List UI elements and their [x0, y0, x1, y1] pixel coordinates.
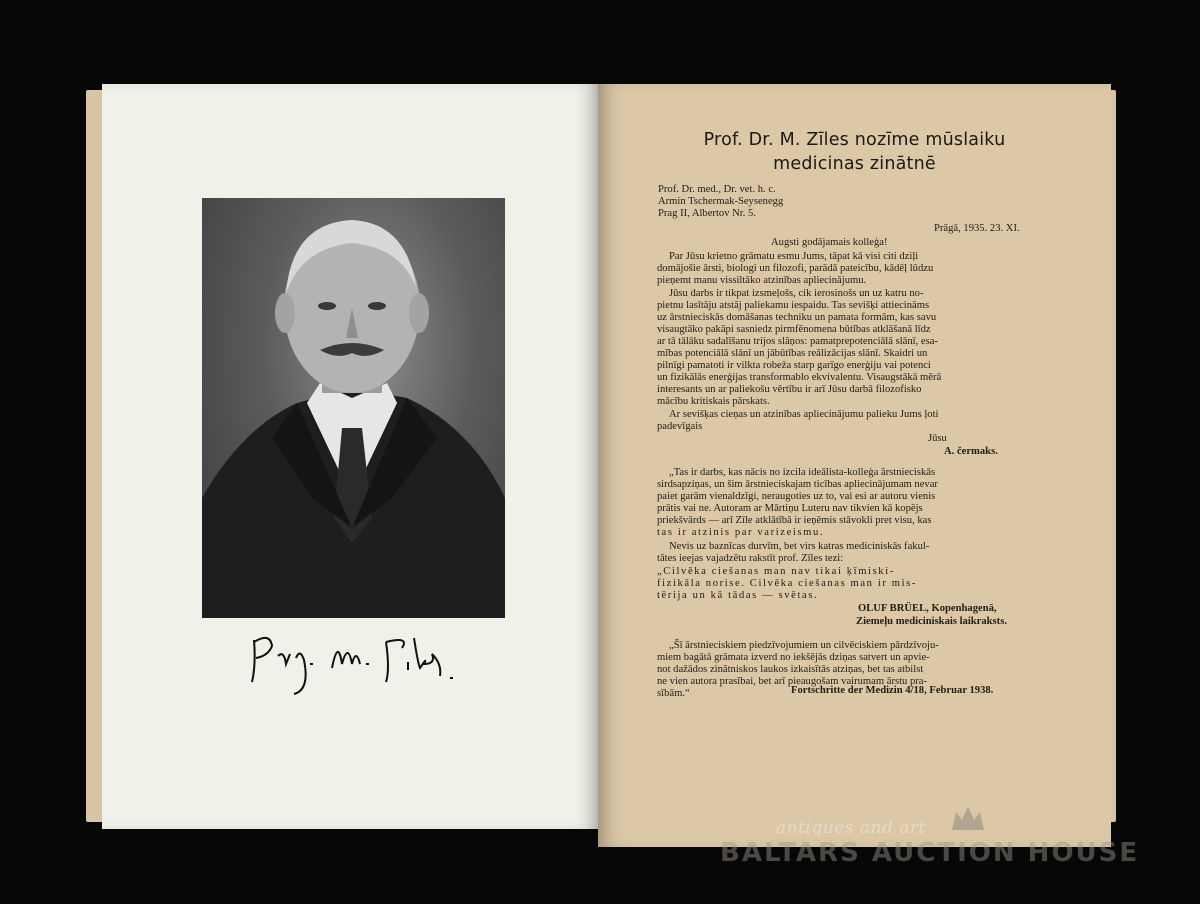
watermark-brand: BALTARS AUCTION HOUSE [720, 838, 1140, 868]
body-line: Ar sevišķas cieņas un atzinības apliecinājumu palieku Jums ļoti [669, 409, 939, 420]
quote-line: paiet garām vienaldzīgi, neraugoties uz to, vai esi ar autoru vienis [657, 491, 936, 502]
letter-signature: A. čermaks. [944, 446, 998, 457]
closing: Jūsu [928, 433, 947, 444]
body-line: domājošie ārsti, biologi un filozofi, parādā pateicību, kādēļ lūdzu [657, 263, 934, 274]
right-page [598, 84, 1111, 847]
body-line: mības potenciālā slānī un jābūtības reālizācijas slānī. Skaidri un [657, 348, 928, 359]
body-line: uz ārstnieciskās domāšanas techniku un pamata formām, kas savu [657, 312, 937, 323]
quote-line: ne vien autora prasībai, bet arī pieaugošam vairumam ārstu pra- [657, 676, 928, 687]
body-line: padevīgais [657, 421, 703, 432]
quote-line: „Tas ir darbs, kas nācis no izcila ideālista-kolleģa ārstnieciskās [669, 467, 936, 478]
quote-line: sirdsapziņas, un šim ārstnieciskajam ticības apliecinājumam nevar [657, 479, 938, 490]
thesis-line: tērija un kā tādas — svētas. [657, 590, 819, 601]
body-line: pieņemt manu vissiltāko atzinības apliecinājumu. [657, 275, 867, 286]
quote-line: tas ir atzinis par varizeismu. [657, 527, 825, 538]
body-line: un fizikālās enerģijas transformablo ekvivalentu. Visaugstākā mērā [657, 372, 942, 383]
quote-line: „Šī ārstnieciskiem piedzīvojumiem un cilvēciskiem pārdzīvoju- [669, 640, 939, 651]
quote-source: Ziemeļu mediciniskais laikraksts. [856, 616, 1007, 627]
body-line: Jūsu darbs ir tikpat izsmeļošs, cik ierosinošs un uz katru no- [669, 288, 924, 299]
handwritten-signature [240, 620, 460, 700]
quote-author: OLUF BRÜEL, Kopenhagenā, [858, 603, 997, 614]
body-line: mācību kritiskais pārskats. [657, 396, 770, 407]
portrait-photo [202, 198, 505, 618]
body-line: pilnīgi pamatoti ir vilkta robeža starp garīgo enerģiju vai potenci [657, 360, 931, 371]
watermark-tagline: antiques and art [776, 818, 926, 838]
page-title-line-1: Prof. Dr. M. Zīles nozīme mūslaiku [703, 130, 1006, 150]
quote-line: Nevis uz baznīcas durvīm, bet virs katras mediciniskās fakul- [669, 541, 930, 552]
thesis-line: „Cilvēka ciešanas man nav tikai ķīmiski- [657, 566, 895, 577]
quote-source: Fortschritte der Medizin 4/18, Februar 1938. [791, 685, 994, 696]
quote-line: priekšvārds — arī Zīle atklātībā ir ieņēmis stāvokli pret visu, kas [657, 515, 932, 526]
quote-line: tātes ieejas vajadzētu rakstīt prof. Zīles tezi: [657, 553, 844, 564]
salutation: Augsti godājamais kolleģa! [771, 237, 888, 248]
sender-line: Armin Tschermak-Seysenegg [658, 196, 784, 207]
quote-line: not dažādos zinātniskos laukos izkaisītās atziņas, bet tas atbilst [657, 664, 924, 675]
crown-logo-icon [950, 804, 986, 832]
body-line: ar tā tālāku sadalīšanu trijos slāņos: pamatprepotenciālā slānī, esa- [657, 336, 938, 347]
body-line: Par Jūsu krietno grāmatu esmu Jums, tāpat kā visi citi dziļi [669, 251, 919, 262]
letter-date: Prāgā, 1935. 23. XI. [934, 223, 1020, 234]
body-line: pietnu lasītāju atstāj paliekamu iespaidu. Tas sevišķi attiecināms [657, 300, 930, 311]
quote-line: prātis vai ne. Autoram ar Mārtiņu Luteru nav tikvien kā kopējs [657, 503, 923, 514]
sender-line: Prag II, Albertov Nr. 5. [658, 208, 756, 219]
quote-line: sībām.“ [657, 688, 690, 699]
quote-line: miem bagātā grāmata izverd no iekšējās dziņas satvert un apvie- [657, 652, 930, 663]
body-line: interesants un ar paliekošu vērtību ir arī Jūsu darbā filozofisko [657, 384, 922, 395]
page-title-line-2: medicinas zinātnē [773, 154, 936, 174]
body-line: visaugtāko pakāpi sasniedz pirmfēnomena būtības atklāšanā līdz [657, 324, 931, 335]
sender-line: Prof. Dr. med., Dr. vet. h. c. [658, 184, 776, 195]
thesis-line: fizikāla norise. Cilvēka ciešanas man ir mis- [657, 578, 917, 589]
